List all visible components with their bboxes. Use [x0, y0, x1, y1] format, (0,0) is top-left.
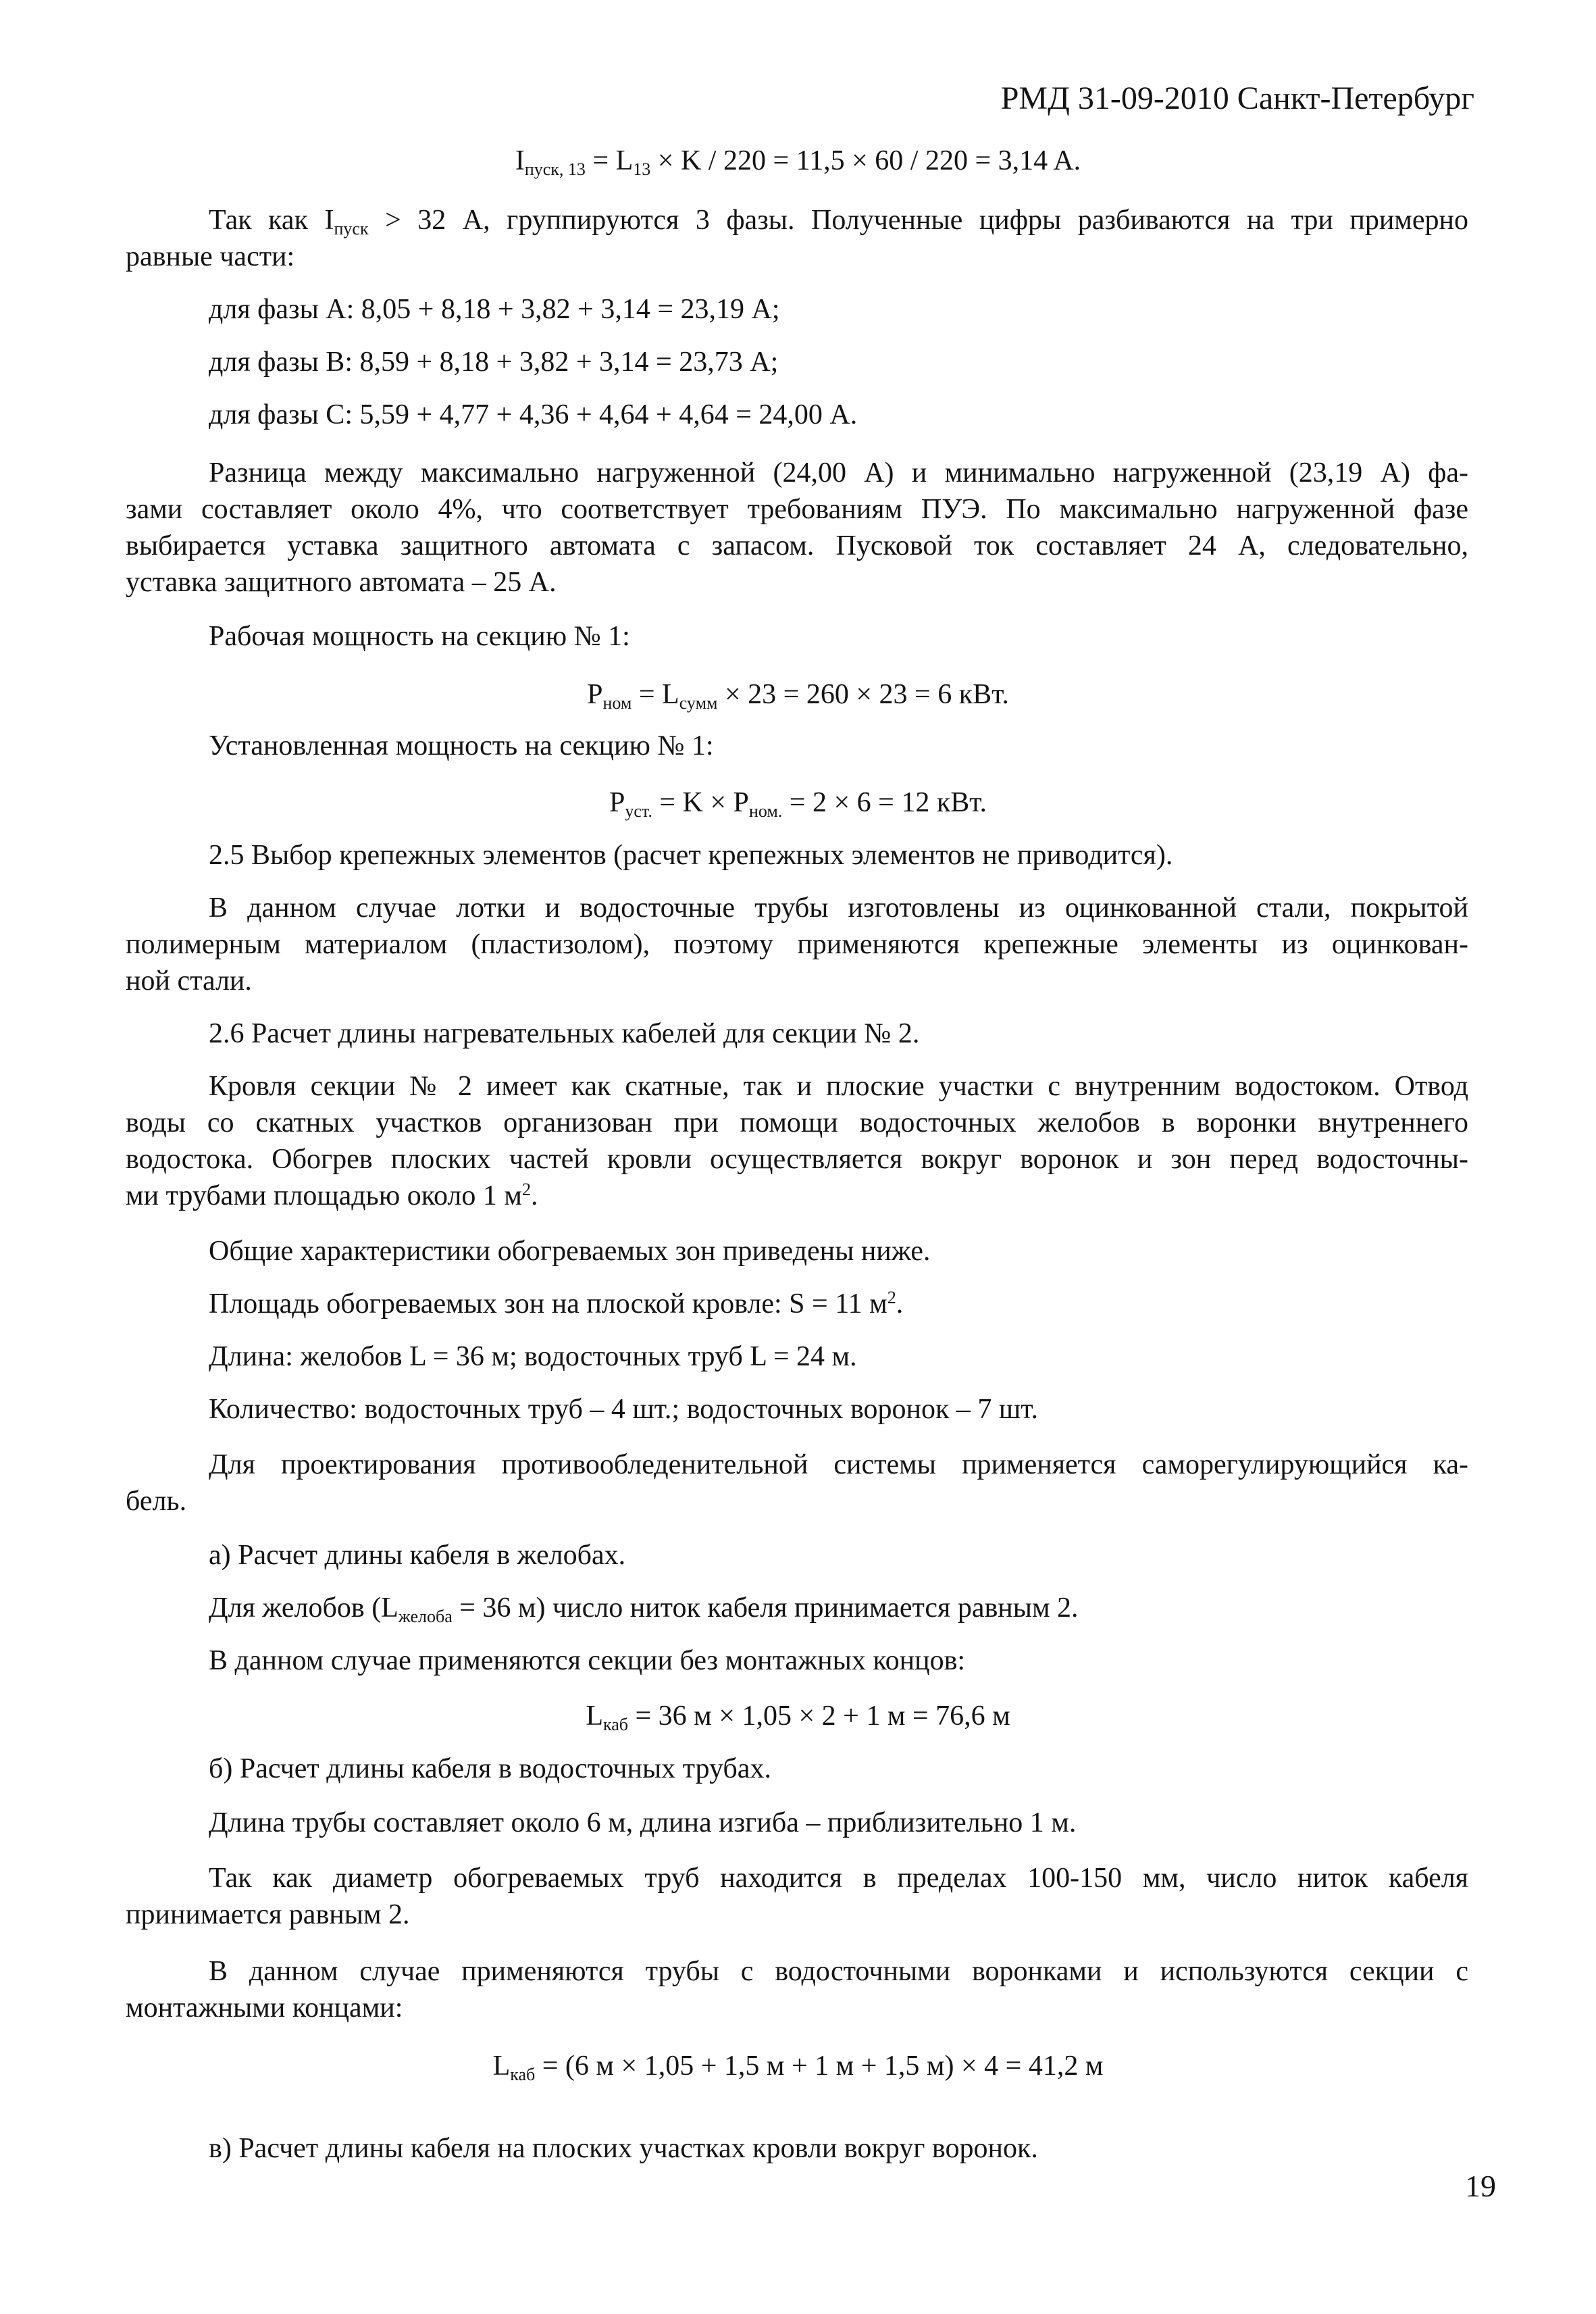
- paragraph-line: В данном случае лотки и водосточные трубы изготовлены из оцинкованной стали, покрытой: [209, 892, 1468, 924]
- paragraph-line: Для проектирования противообледенительной системы применяется саморегулирующийся ка-: [209, 1449, 1468, 1480]
- length-line: Длина: желобов L = 36 м; водосточных труб L = 24 м.: [209, 1341, 857, 1372]
- work-power-heading: Рабочая мощность на секцию № 1:: [209, 621, 630, 652]
- formula-i-pusk-13: $I_{пуск, 13} = L_{13} \times K / 220 = 11,5 \times 60 / 220 = 3,14$ A.: [515, 145, 1081, 179]
- formula-l-kab-1: $L_{каб} = 36$ м × 1,05 × 2 + 1 м = 76,6 м: [586, 1701, 1010, 1734]
- paragraph-line: зами составляет около 4%, что соответствует требованиям ПУЭ. По максимально нагруженной фазе: [126, 494, 1468, 525]
- section-heading-2-6: 2.6 Расчет длины нагревательных кабелей для секции № 2.: [209, 1018, 920, 1049]
- phase-a-sum: для фазы А: 8,05 + 8,18 + 3,82 + 3,14 = 23,19 А;: [209, 294, 780, 325]
- paragraph-line: Так как диаметр обогреваемых труб находится в пределах 100-150 мм, число ниток кабеля: [209, 1863, 1468, 1894]
- formula-p-ust: $P_{уст.} = K \times P_{ном.} = 2 \times 6 = 12$ кВт.: [609, 787, 987, 821]
- page-number: 19: [1465, 2169, 1496, 2203]
- zones-intro: Общие характеристики обогреваемых зон приведены ниже.: [209, 1236, 931, 1267]
- quantity-line: Количество: водосточных труб – 4 шт.; водосточных воронок – 7 шт.: [209, 1394, 1038, 1425]
- gutter-line: Для желобов ($L_{желоба} = 36$ м) число ниток кабеля принимается равным 2.: [209, 1592, 1079, 1626]
- section-heading-2-5: 2.5 Выбор крепежных элементов (расчет крепежных элементов не приводится).: [209, 840, 1173, 871]
- paragraph-line: равные части:: [126, 241, 295, 272]
- subheading-b: б) Расчет длины кабеля в водосточных трубах.: [209, 1753, 771, 1784]
- paragraph-line: монтажными концами:: [126, 1992, 403, 2023]
- paragraph-line: ной стали.: [126, 965, 252, 997]
- paragraph-line: ми трубами площадью около 1 $м^2$.: [126, 1180, 538, 1211]
- phase-b-sum: для фазы В: 8,59 + 8,18 + 3,82 + 3,14 = 23,73 А;: [209, 347, 779, 378]
- paragraph-line: Так как $I_{пуск} > 32$ А, группируются 3 фазы. Полученные цифры разбиваются на три примерно: [209, 205, 1468, 238]
- area-line: Площадь обогреваемых зон на плоской кровле: S = 11 $м^2$.: [209, 1288, 904, 1319]
- paragraph-line: уставка защитного автомата – 25 А.: [126, 567, 557, 598]
- paragraph-line: воды со скатных участков организован при помощи водосточных желобов в воронки внутреннего: [126, 1107, 1468, 1138]
- paragraph-line: бель.: [126, 1486, 187, 1517]
- installed-power-heading: Установленная мощность на секцию № 1:: [209, 730, 714, 761]
- subheading-v: в) Расчет длины кабеля на плоских участках кровли вокруг воронок.: [209, 2133, 1038, 2164]
- paragraph-line: полимерным материалом (пластизолом), поэтому применяются крепежные элементы из оцинкован-: [126, 929, 1468, 960]
- paragraph-line: В данном случае применяются трубы с водосточными воронками и используются секции с: [209, 1956, 1468, 1987]
- no-cold-lead-line: В данном случае применяются секции без монтажных концов:: [209, 1645, 966, 1676]
- formula-l-kab-2: $L_{каб} = (6$ м × 1,05 + 1,5 м + 1 м + 1,5 м) × 4 = 41,2 м: [492, 2051, 1104, 2084]
- document-header: РМД 31-09-2010 Санкт-Петербург: [1000, 80, 1474, 116]
- formula-p-nom: $P_{ном} = L_{сумм} \times 23 = 260 \times 23 = 6$ кВт.: [587, 679, 1009, 713]
- paragraph-line: Разница между максимально нагруженной (24,00 А) и минимально нагруженной (23,19 А) фа-: [209, 457, 1468, 488]
- paragraph-line: выбирается уставка защитного автомата с запасом. Пусковой ток составляет 24 А, следовательно,: [126, 530, 1468, 561]
- paragraph-line: водостока. Обогрев плоских частей кровли осуществляется вокруг воронок и зон перед водосточны-: [126, 1144, 1468, 1175]
- paragraph-line: принимается равным 2.: [126, 1899, 410, 1930]
- subheading-a: а) Расчет длины кабеля в желобах.: [209, 1540, 626, 1571]
- paragraph-line: Кровля секции № 2 имеет как скатные, так и плоские участки с внутренним водостоком. Отвод: [209, 1071, 1468, 1102]
- pipe-length-line: Длина трубы составляет около 6 м, длина изгиба – приблизительно 1 м.: [209, 1807, 1077, 1838]
- phase-c-sum: для фазы С: 5,59 + 4,77 + 4,36 + 4,64 + 4,64 = 24,00 А.: [209, 399, 858, 430]
